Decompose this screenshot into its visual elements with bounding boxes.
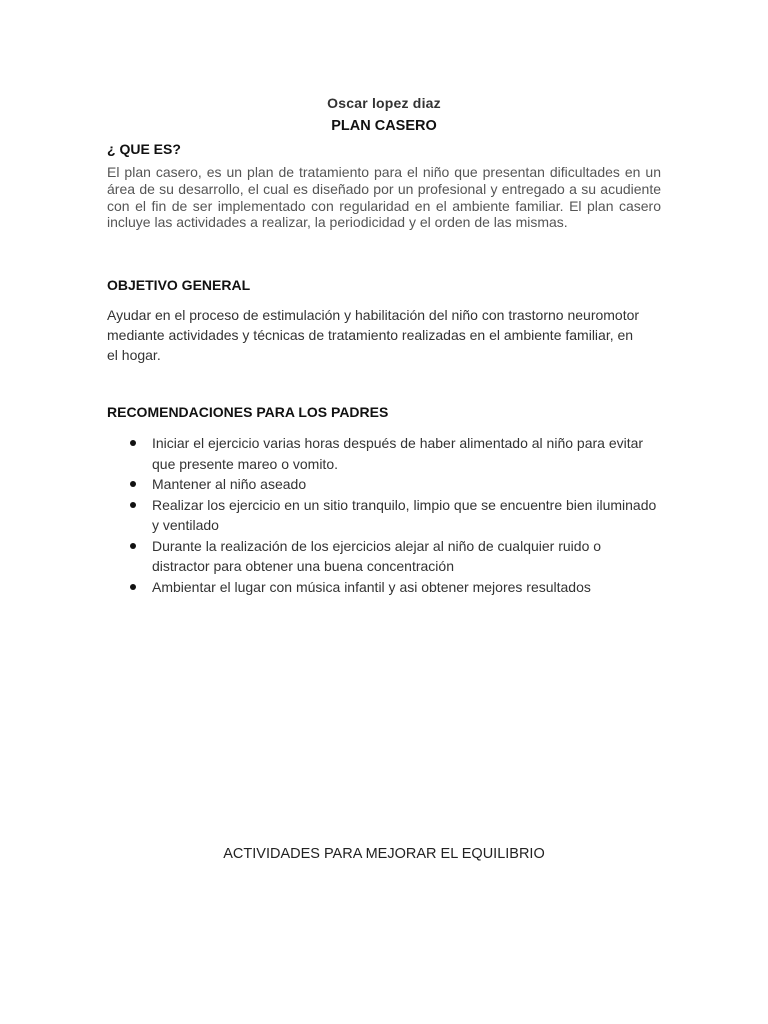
bullet-icon — [130, 481, 136, 487]
bullet-icon — [130, 502, 136, 508]
activities-heading: ACTIVIDADES PARA MEJORAR EL EQUILIBRIO — [223, 846, 545, 862]
list-item-text: Durante la realización de los ejercicios alejar al niño de cualquier ruido o distractor para obtener una buena concentración — [152, 537, 602, 574]
bullet-icon — [130, 440, 136, 446]
que-es-paragraph: El plan casero, es un plan de tratamiento para el niño que presentan dificultades en un área de su desarrollo, el cual es diseñado por un profesional y entregado a su acudiente con el fin de ser implementado con regularidad en el ambiente familiar. El plan casero incluye las actividades a realizar, la periodicidad y el orden de las mismas. — [107, 164, 661, 231]
list-item — [130, 577, 660, 598]
objetivo-paragraph: Ayudar en el proceso de estimulación y habilitación del niño con trastorno neuromotor mediante actividades y técnicas de tratamiento realizadas en el ambiente familiar, en el hogar. — [107, 307, 640, 363]
list-item-text: Iniciar el ejercicio varias horas después de haber alimentado al niño para evitar que presente mareo o vomito. — [152, 435, 644, 472]
document-title: PLAN CASERO — [331, 118, 437, 134]
list-item — [130, 474, 660, 495]
list-item-text: Mantener al niño aseado — [152, 476, 307, 492]
bullet-icon — [130, 543, 136, 549]
bullet-icon — [130, 584, 136, 590]
list-item — [130, 536, 660, 577]
list-item-text: Ambientar el lugar con música infantil y asi obtener mejores resultados — [152, 578, 591, 595]
section-heading-objetivo-general: OBJETIVO GENERAL — [107, 277, 251, 293]
section-heading-recomendaciones: RECOMENDACIONES PARA LOS PADRES — [107, 404, 389, 420]
section-heading-que-es: ¿ QUE ES? — [107, 141, 181, 157]
list-item — [130, 495, 660, 536]
list-item-text: Realizar los ejercicio en un sitio tranquilo, limpio que se encuentre bien iluminado y ventilado — [152, 496, 657, 533]
list-item — [130, 433, 660, 474]
author-name: Oscar lopez diaz — [327, 95, 441, 111]
recomendaciones-list — [130, 433, 660, 597]
